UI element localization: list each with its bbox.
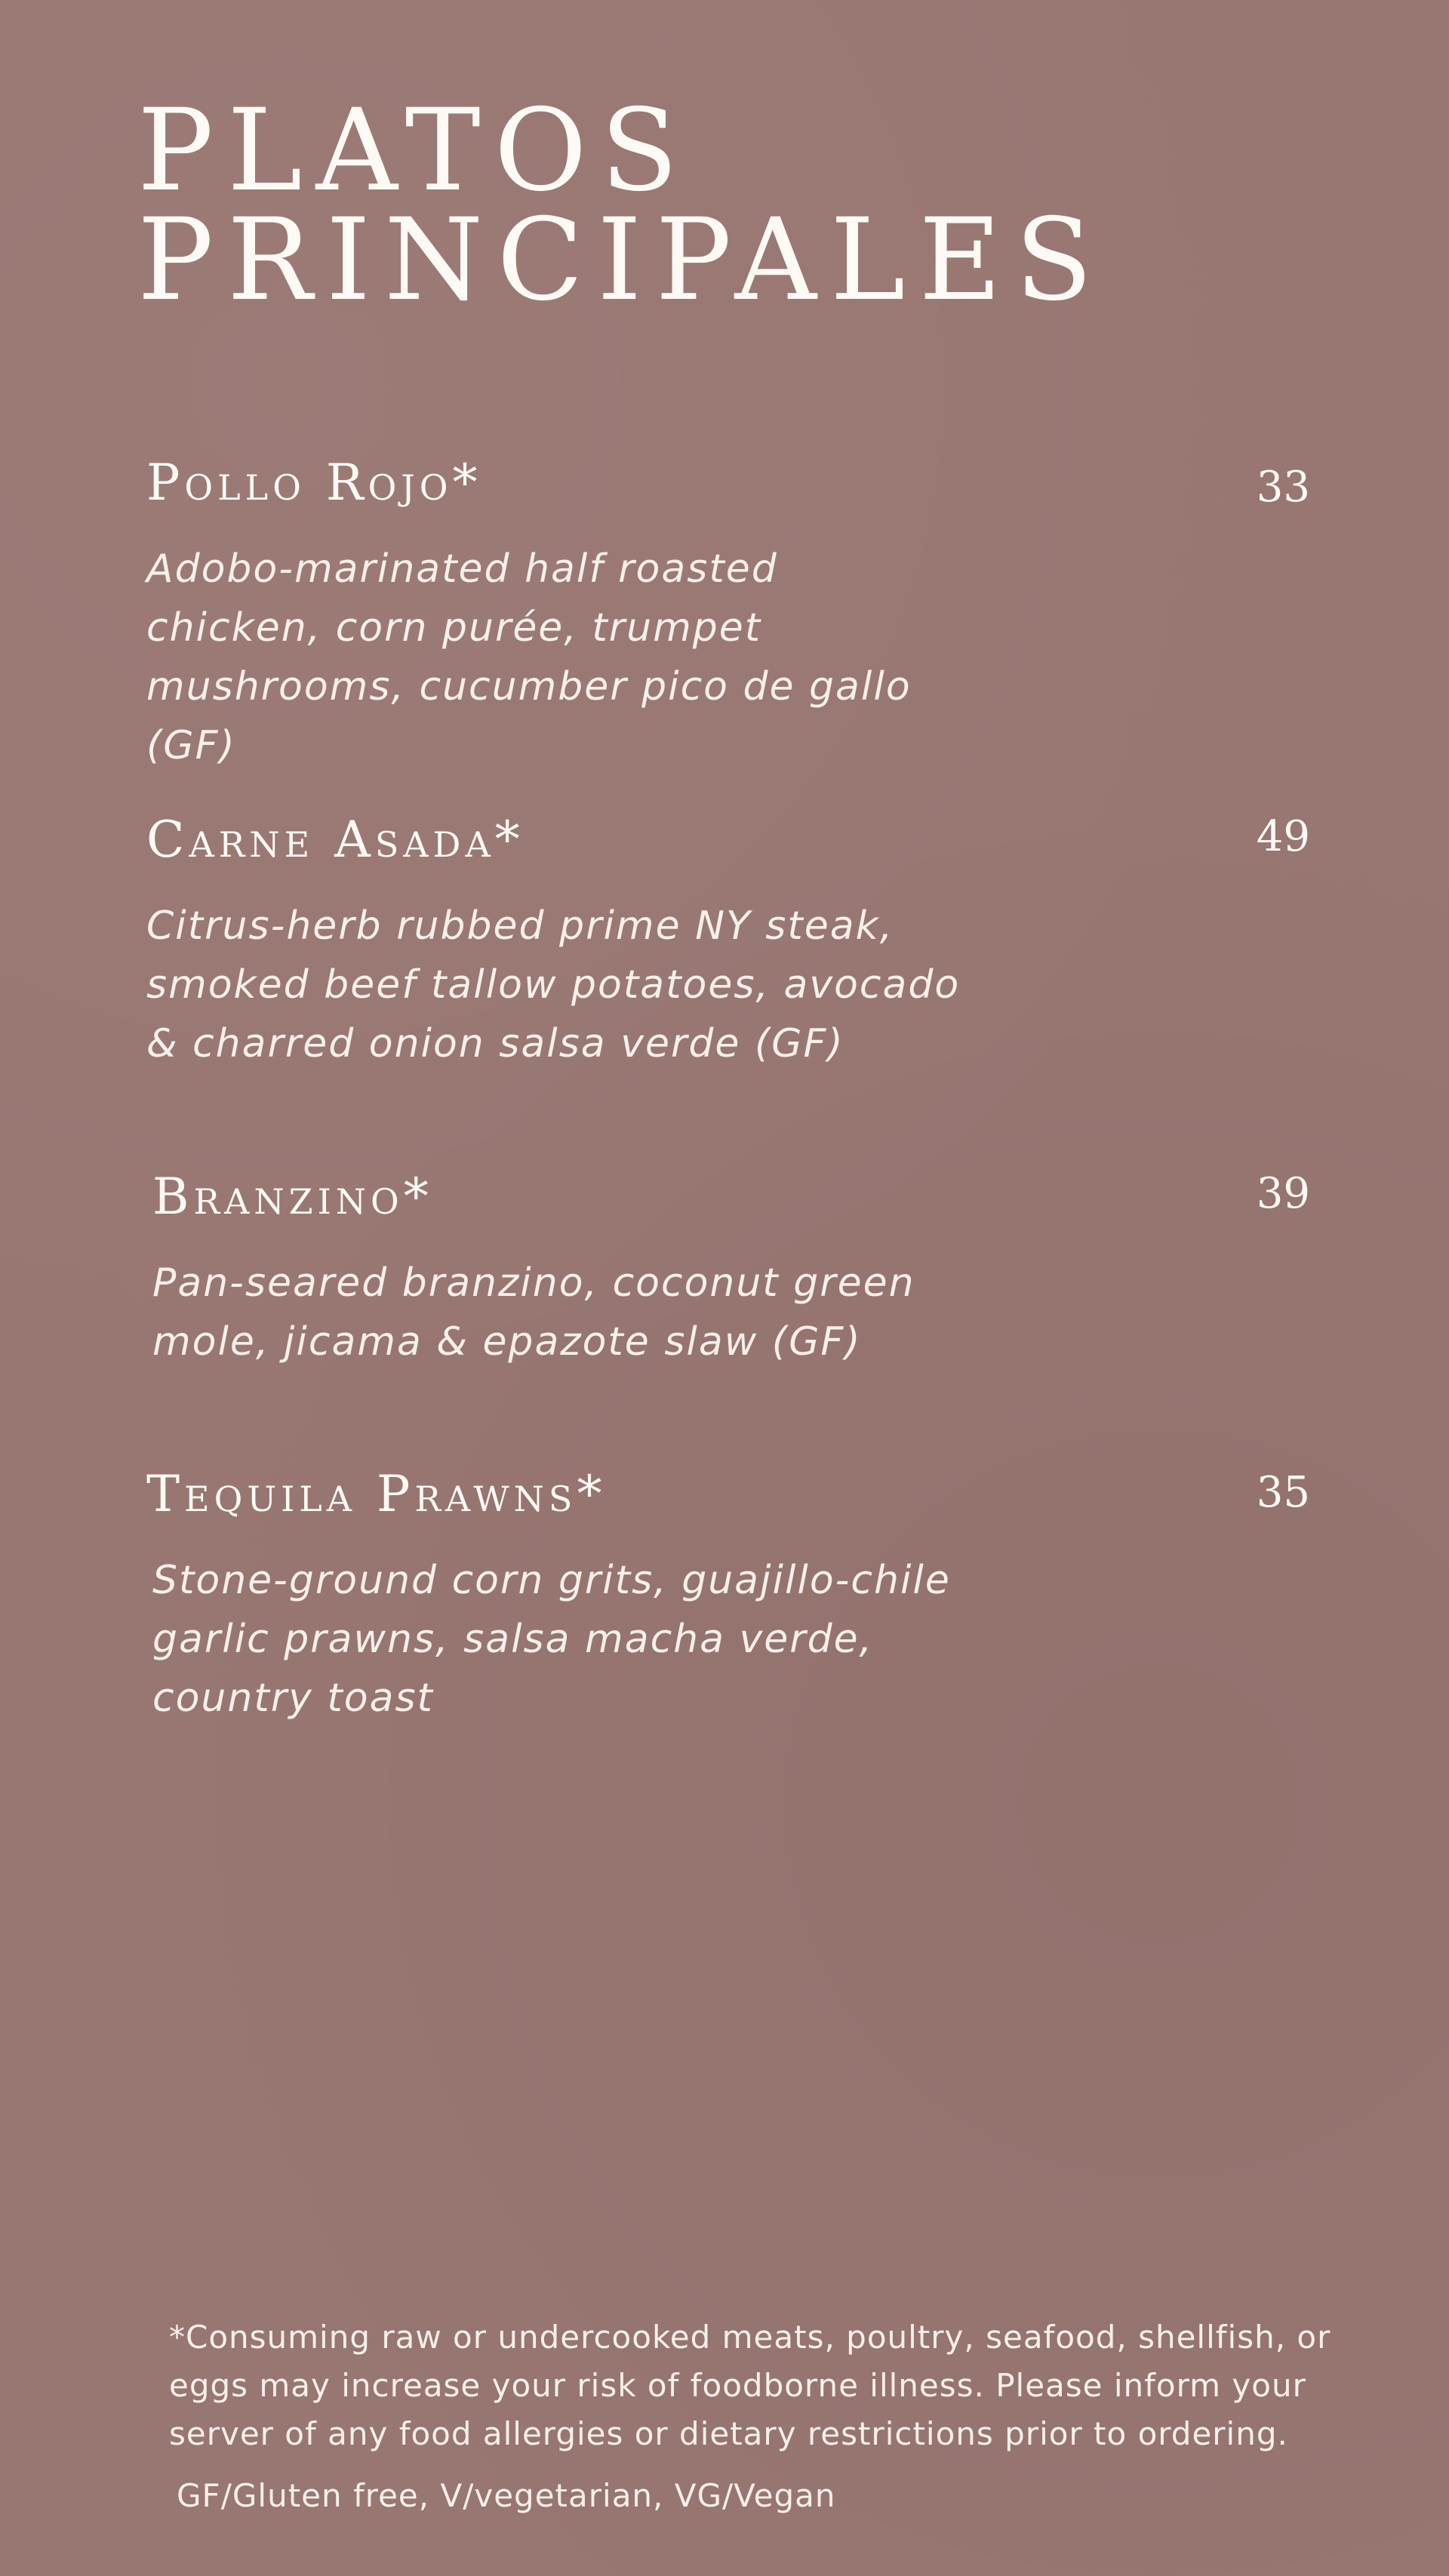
menu-item-price: 35 — [1256, 1468, 1310, 1517]
menu-item-description: Stone-ground corn grits, guajillo-chile garlic prawns, salsa macha verde, country toast — [152, 1558, 951, 1721]
menu-item-price: 33 — [1256, 463, 1310, 512]
menu-item-name: Branzino* — [152, 1168, 433, 1226]
allergy-disclaimer: *Consuming raw or undercooked meats, poultry, seafood, shellfish, or eggs may increase your risk of foodborne illness. Please inform your server of any food allergies or dietary restrictions prior to ordering. — [169, 2319, 1331, 2452]
dietary-legend: GF/Gluten free, V/vegetarian, VG/Vegan — [177, 2477, 836, 2514]
title-line-2: PRINCIPALES — [137, 195, 1106, 326]
menu-item-price: 49 — [1256, 812, 1310, 861]
menu-item-name: Tequila Prawns* — [146, 1465, 607, 1523]
menu-item-name: Pollo Rojo* — [146, 454, 482, 512]
menu-item-description: Pan-seared branzino, coconut green mole, jicama & epazote slaw (GF) — [152, 1260, 915, 1365]
menu-item-description: Adobo-marinated half roasted chicken, corn purée, trumpet mushrooms, cucumber pico de gallo (GF) — [146, 546, 912, 768]
menu-item-name: Carne Asada* — [146, 811, 525, 869]
menu-item-price: 39 — [1256, 1169, 1310, 1218]
title-line-1: PLATOS — [137, 85, 692, 217]
menu-item-description: Citrus-herb rubbed prime NY steak, smoked beef tallow potatoes, avocado & charred onion salsa verde (GF) — [146, 903, 961, 1066]
menu-section-title — [137, 85, 1106, 326]
